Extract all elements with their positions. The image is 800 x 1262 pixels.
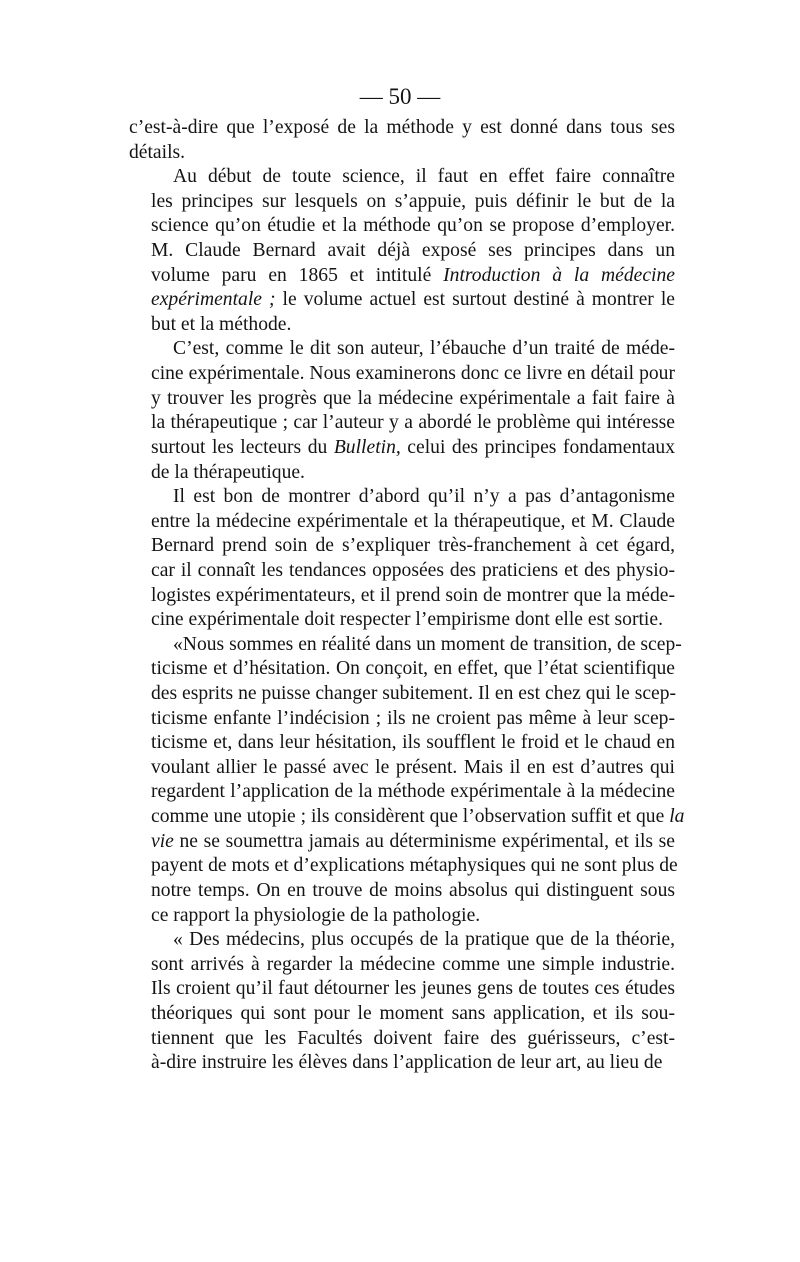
text-line bbox=[129, 756, 675, 781]
text-run: Ils croient qu’il faut détourner les jeunes gens de toutes ces études bbox=[151, 978, 675, 1000]
text-line bbox=[129, 559, 675, 584]
text-line bbox=[129, 682, 675, 707]
text-line bbox=[129, 239, 675, 264]
text-run: celui des principes fondamentaux bbox=[400, 436, 675, 458]
italic-text: expérimentale ; bbox=[151, 289, 276, 311]
text-run: ticisme et, dans leur hésitation, ils soufflent le froid et le chaud en bbox=[151, 732, 675, 754]
paragraph bbox=[129, 165, 675, 337]
text-line bbox=[129, 977, 675, 1002]
text-run: C’est, comme le dit son auteur, l’ébauche d’un traité de méde- bbox=[173, 338, 675, 360]
text-run: c’est-à-dire que l’exposé de la méthode y est donné dans tous ses bbox=[129, 117, 675, 138]
text-run: science qu’on étudie et la méthode qu’on se propose d’employer. bbox=[151, 215, 675, 237]
text-line bbox=[129, 830, 675, 855]
text-line bbox=[129, 510, 675, 535]
text-line bbox=[129, 165, 675, 190]
text-run: des esprits ne puisse changer subitement. Il en est chez qui le scep- bbox=[151, 683, 677, 705]
text-run: ne se soumettra jamais au déterminisme expérimental, et ils se bbox=[173, 830, 675, 852]
text-line bbox=[129, 879, 675, 904]
text-line bbox=[129, 264, 675, 289]
text-line bbox=[129, 190, 675, 215]
text-run: ticisme enfante l’indécision ; ils ne croient pas même à leur scep- bbox=[151, 707, 675, 729]
text-run: détails. bbox=[129, 141, 186, 163]
paragraph bbox=[129, 485, 675, 633]
text-run: les principes sur lesquels on s’appuie, puis définir le but de la bbox=[151, 190, 675, 212]
text-line bbox=[129, 141, 675, 166]
text-run: «Nous sommes en réalité dans un moment de transition, de scep- bbox=[173, 633, 682, 655]
italic-text: la bbox=[669, 806, 685, 828]
body-text bbox=[129, 116, 685, 1076]
text-line bbox=[129, 1027, 675, 1052]
text-run: notre temps. On en trouve de moins absolus qui distinguent sous bbox=[151, 879, 675, 901]
text-run: volume paru en 1865 et intitulé bbox=[151, 264, 444, 286]
text-line bbox=[129, 534, 675, 559]
text-run: ticisme et d’hésitation. On conçoit, en effet, que l’état scientifique bbox=[151, 658, 675, 680]
text-line bbox=[129, 337, 675, 362]
text-line bbox=[129, 411, 675, 436]
text-run: théoriques qui sont pour le moment sans application, et ils sou- bbox=[151, 1002, 675, 1024]
text-run: payent de mots et d’explications métaphysiques qui ne sont plus de bbox=[151, 855, 678, 877]
text-run: y trouver les progrès que la médecine expérimentale a fait faire à bbox=[151, 387, 675, 409]
paragraph bbox=[129, 633, 685, 928]
text-run: car il connaît les tendances opposées des praticiens et des physio- bbox=[151, 559, 675, 581]
text-line bbox=[129, 633, 682, 658]
text-line bbox=[129, 214, 675, 239]
text-run: surtout les lecteurs du bbox=[151, 436, 334, 458]
text-run: tiennent que les Facultés doivent faire des guérisseurs, c’est- bbox=[151, 1027, 675, 1049]
text-run: le volume actuel est surtout destiné à montrer le bbox=[275, 289, 675, 311]
text-run: regardent l’application de la méthode expérimentale à la médecine bbox=[151, 781, 675, 803]
text-run: but et la méthode. bbox=[151, 313, 292, 335]
text-line bbox=[129, 387, 675, 412]
text-run: « Des médecins, plus occupés de la pratique que de la théorie, bbox=[173, 929, 675, 951]
text-line bbox=[129, 953, 675, 978]
text-line bbox=[129, 461, 675, 486]
text-run: voulant allier le passé avec le présent. Mais il en est d’autres qui bbox=[151, 756, 675, 778]
text-line bbox=[129, 657, 675, 682]
text-run: sont arrivés à regarder la médecine comme une simple industrie. bbox=[151, 953, 675, 975]
text-run: ce rapport la physiologie de la pathologie. bbox=[151, 904, 481, 926]
text-run: Il est bon de montrer d’abord qu’il n’y a pas d’antagonisme bbox=[173, 486, 675, 508]
text-run: Bernard prend soin de s’expliquer très-franchement à cet égard, bbox=[151, 535, 675, 557]
text-run: cine expérimentale. Nous examinerons donc ce livre en détail pour bbox=[151, 363, 675, 385]
text-line bbox=[129, 608, 675, 633]
text-line bbox=[129, 288, 675, 313]
text-run: M. Claude Bernard avait déjà exposé ses principes dans un bbox=[151, 240, 675, 262]
text-line bbox=[129, 313, 675, 338]
paragraph bbox=[129, 116, 675, 165]
text-run: logistes expérimentateurs, et il prend soin de montrer que la méde- bbox=[151, 584, 675, 606]
italic-text: vie bbox=[151, 830, 174, 852]
text-line bbox=[129, 928, 675, 953]
text-run: comme une utopie ; ils considèrent que l’observation suffit et que bbox=[151, 806, 670, 828]
italic-text: Introduction à la médecine bbox=[443, 264, 675, 286]
text-run: cine expérimentale doit respecter l’empirisme dont elle est sortie. bbox=[151, 609, 663, 631]
text-line bbox=[129, 362, 675, 387]
paragraph bbox=[129, 337, 675, 485]
text-line bbox=[129, 731, 675, 756]
italic-text: Bulletin, bbox=[333, 436, 401, 458]
page-number: — 50 — bbox=[359, 84, 441, 109]
text-line bbox=[129, 904, 675, 929]
text-line bbox=[129, 485, 675, 510]
text-line bbox=[129, 116, 675, 141]
paragraph bbox=[129, 928, 675, 1076]
text-line bbox=[129, 1002, 675, 1027]
text-run: entre la médecine expérimentale et la thérapeutique, et M. Claude bbox=[151, 510, 675, 532]
text-line bbox=[129, 854, 678, 879]
text-line bbox=[129, 436, 675, 461]
text-line bbox=[129, 780, 675, 805]
text-line bbox=[129, 584, 675, 609]
text-line bbox=[129, 1051, 675, 1076]
text-line bbox=[129, 805, 685, 830]
text-run: Au début de toute science, il faut en effet faire connaître bbox=[173, 166, 675, 188]
text-run: de la thérapeutique. bbox=[151, 461, 305, 483]
text-run: la thérapeutique ; car l’auteur y a abordé le problème qui intéresse bbox=[151, 412, 675, 434]
text-line bbox=[129, 707, 675, 732]
text-run: à-dire instruire les élèves dans l’application de leur art, au lieu de bbox=[151, 1052, 663, 1074]
